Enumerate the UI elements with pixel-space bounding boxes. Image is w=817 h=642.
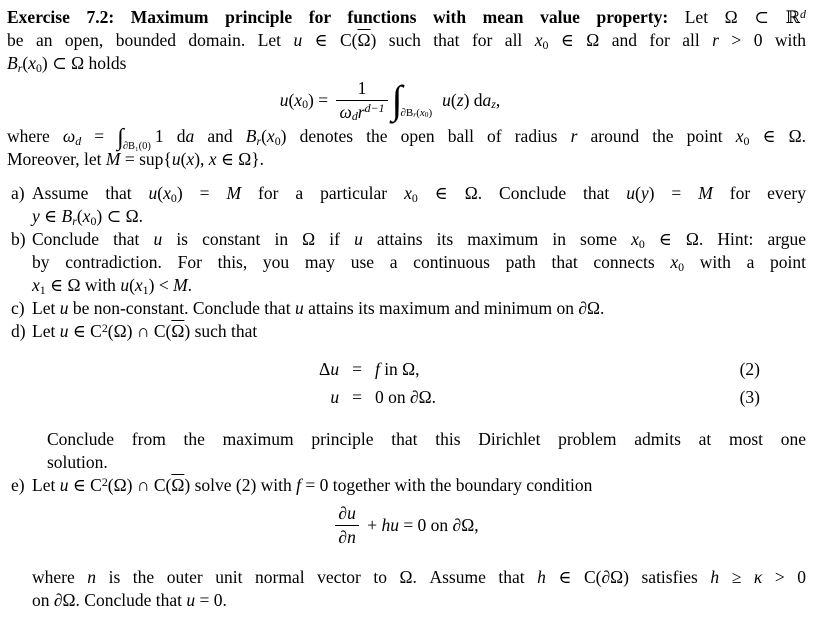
text-run: d−1 bbox=[364, 101, 385, 116]
text-run: Let bbox=[32, 321, 60, 341]
text-run: ( bbox=[180, 149, 187, 169]
text-run: ω bbox=[62, 126, 76, 146]
text-run: M bbox=[173, 275, 188, 295]
text-run: (Ω) ∩ C( bbox=[107, 475, 172, 495]
text-run: κ bbox=[753, 567, 763, 587]
text-run: ∈ C( bbox=[302, 30, 358, 50]
text-run: ( bbox=[129, 275, 135, 295]
text-run: $\overline{\Omega}$ bbox=[171, 475, 185, 495]
text-run: ∈ Ω. Hint: argue bbox=[644, 229, 806, 249]
equation-3-left bbox=[295, 383, 339, 411]
text-run: ω bbox=[339, 101, 352, 122]
text-run: r bbox=[17, 60, 23, 75]
text-run: u bbox=[186, 590, 196, 610]
text-run: Moreover, let bbox=[7, 149, 106, 169]
text-run: = sup{ bbox=[120, 149, 172, 169]
text-run: ( bbox=[22, 53, 29, 73]
normal-derivative-fraction bbox=[335, 503, 358, 548]
text-run: ( bbox=[76, 206, 83, 226]
item-a-line-1 bbox=[32, 182, 806, 205]
text-run: 0 on ∂Ω. bbox=[374, 387, 436, 407]
equation-3-right bbox=[375, 383, 505, 411]
text-run: attains its maximum in some bbox=[362, 229, 632, 249]
mean-value-formula bbox=[0, 75, 817, 125]
text-run: x bbox=[670, 252, 679, 272]
text-run: with a point bbox=[684, 252, 807, 272]
intro-paragraph bbox=[7, 6, 806, 75]
intro-line-3 bbox=[7, 52, 806, 75]
text-run: r bbox=[72, 213, 77, 228]
dirichlet-problem-equations bbox=[32, 355, 806, 411]
item-d-line-1 bbox=[32, 320, 806, 343]
text-run: ) denotes the open ball of radius bbox=[280, 126, 571, 146]
item-a-label: a) bbox=[11, 183, 25, 203]
text-run: d bbox=[800, 6, 806, 21]
text-run: on ∂Ω. Conclude that bbox=[32, 590, 187, 610]
text-run: Assume that bbox=[32, 183, 149, 203]
text-run: attains its maximum and minimum on ∂Ω. bbox=[303, 298, 605, 318]
text-run: for a particular bbox=[241, 183, 405, 203]
text-run: be non-constant. Conclude that bbox=[68, 298, 295, 318]
text-run: x bbox=[82, 206, 91, 226]
equation-2-relation: = bbox=[352, 359, 362, 379]
item-d bbox=[11, 320, 806, 474]
text-run: ∈ C bbox=[68, 321, 102, 341]
text-run: 0 bbox=[170, 190, 177, 205]
text-run: = 0 on ∂Ω, bbox=[398, 514, 479, 535]
item-a bbox=[11, 182, 806, 228]
equation-2-left bbox=[295, 355, 339, 383]
item-b-line-1 bbox=[32, 228, 806, 251]
text-run: hu bbox=[381, 514, 399, 535]
text-run: r bbox=[357, 101, 365, 122]
text-run: f bbox=[296, 475, 302, 495]
text-run: is constant in Ω if bbox=[162, 229, 355, 249]
text-run: 0 bbox=[424, 110, 429, 120]
text-run: ∈ Ω. Conclude that bbox=[417, 183, 627, 203]
text-run: ∂ bbox=[338, 526, 348, 547]
item-b-label: b) bbox=[11, 229, 26, 249]
text-run: Conclude that bbox=[32, 229, 154, 249]
text-run: be an open, bounded domain. Let bbox=[7, 30, 294, 50]
text-run: x bbox=[28, 53, 36, 73]
text-run: x bbox=[32, 275, 40, 295]
integral-sign: ∫ bbox=[391, 77, 403, 122]
text-run: z bbox=[456, 89, 464, 110]
text-run: , bbox=[495, 89, 501, 110]
text-run: M bbox=[226, 183, 242, 203]
text-run: u bbox=[171, 149, 181, 169]
text-run: Δ bbox=[319, 359, 331, 379]
equation-3-relation: = bbox=[352, 387, 362, 407]
text-run: 0 bbox=[274, 133, 281, 148]
text-run: 1 bbox=[142, 282, 149, 297]
text-run: ∂ bbox=[338, 502, 348, 523]
item-e-conclusion-line-1 bbox=[32, 566, 806, 589]
text-run: u bbox=[330, 359, 340, 379]
text-run: (Ω) ∩ C( bbox=[107, 321, 172, 341]
normal-derivative-numerator bbox=[335, 503, 358, 526]
text-run: ), bbox=[194, 149, 209, 169]
text-run: r bbox=[570, 126, 578, 146]
text-run: 0 bbox=[411, 190, 418, 205]
text-run: ∈ Ω}. bbox=[216, 149, 265, 169]
text-run: a bbox=[185, 126, 195, 146]
text-run: ) = bbox=[308, 89, 333, 110]
text-run: by contradiction. For this, you may use a continuous path that connects bbox=[32, 252, 671, 272]
text-run: u bbox=[293, 30, 303, 50]
text-run: ∈ bbox=[39, 206, 62, 226]
text-run: 2 bbox=[101, 474, 108, 489]
text-run: ∂B₁(0) bbox=[122, 141, 151, 152]
text-run: 2 bbox=[101, 320, 108, 335]
text-run: where bbox=[7, 126, 63, 146]
text-run: where bbox=[32, 567, 88, 587]
text-run: x bbox=[163, 183, 171, 203]
text-run: r bbox=[256, 133, 262, 148]
text-run: ) = bbox=[176, 183, 227, 203]
text-run: 0 bbox=[35, 60, 42, 75]
text-run: n bbox=[87, 567, 97, 587]
text-run: ) such that for all bbox=[370, 30, 535, 50]
text-run: r bbox=[413, 110, 417, 120]
text-run: x bbox=[735, 126, 744, 146]
text-run: d bbox=[351, 109, 358, 124]
text-run: ) = bbox=[648, 183, 699, 203]
text-run: ∈ Ω with bbox=[45, 275, 121, 295]
text-run: 1 bbox=[39, 282, 46, 297]
intro-line-1 bbox=[7, 6, 806, 29]
text-run: n bbox=[347, 526, 356, 547]
exercise-item-list bbox=[0, 182, 817, 612]
text-run: + bbox=[362, 514, 382, 535]
item-e-label: e) bbox=[11, 475, 25, 495]
text-run: ) solve (2) with bbox=[184, 475, 297, 495]
text-run: M bbox=[698, 183, 713, 203]
text-run: Let bbox=[32, 475, 60, 495]
text-run: ∈ C(∂Ω) satisfies bbox=[545, 567, 711, 587]
text-run: Let Ω ⊂ ℝ bbox=[684, 7, 801, 27]
where-omega-line bbox=[7, 125, 806, 152]
text-run: x bbox=[294, 89, 303, 110]
text-run: B bbox=[61, 206, 73, 226]
text-run: ( bbox=[416, 106, 420, 119]
item-d-conclusion-line-2 bbox=[47, 451, 806, 474]
text-run: u bbox=[148, 183, 158, 203]
text-run: u bbox=[120, 275, 130, 295]
item-e-conclusion-line-2 bbox=[32, 589, 806, 612]
text-run: x bbox=[186, 149, 195, 169]
text-run: 0 bbox=[638, 236, 645, 251]
text-run: u bbox=[59, 475, 69, 495]
formula-lhs bbox=[280, 89, 333, 112]
text-run: ( bbox=[288, 89, 295, 110]
equation-2-row bbox=[32, 355, 806, 383]
text-run: u bbox=[59, 298, 69, 318]
text-run: x bbox=[266, 126, 275, 146]
intro-line-2 bbox=[7, 29, 806, 52]
item-c-label: c) bbox=[11, 298, 25, 318]
text-run: 1 d bbox=[154, 126, 186, 146]
text-run: x bbox=[534, 30, 543, 50]
text-run: = 0. bbox=[195, 590, 227, 610]
text-run: for every bbox=[712, 183, 806, 203]
item-e-line-1 bbox=[32, 474, 806, 497]
text-run: x bbox=[404, 183, 412, 203]
equation-3-row bbox=[32, 383, 806, 411]
text-run: is the outer unit normal vector to Ω. Assume that bbox=[96, 567, 538, 587]
text-run: ( bbox=[261, 126, 267, 146]
text-run: ∂B bbox=[400, 106, 414, 119]
text-run: = 0 together with the boundary condition bbox=[301, 475, 593, 495]
text-run: $\overline{\Omega}$ bbox=[357, 30, 371, 50]
text-run: a bbox=[482, 89, 492, 110]
text-run: 0 bbox=[542, 37, 549, 52]
text-run: x bbox=[208, 149, 217, 169]
fraction-denominator bbox=[336, 101, 387, 123]
equation-2-right bbox=[375, 355, 505, 383]
text-run: . bbox=[187, 275, 193, 295]
text-run: > 0 bbox=[762, 567, 806, 587]
text-run: 0 bbox=[90, 213, 97, 228]
text-run: = bbox=[81, 126, 118, 146]
item-d-label: d) bbox=[11, 321, 26, 341]
text-run: ) bbox=[428, 106, 433, 119]
integral-subscript bbox=[401, 108, 433, 119]
text-run: Conclude from the maximum principle that this Dirichlet problem admits at most one bbox=[47, 429, 806, 449]
text-run: u bbox=[626, 183, 635, 203]
text-run: 0 bbox=[678, 259, 685, 274]
text-run: ( bbox=[635, 183, 641, 203]
text-run: ∈ Ω. bbox=[749, 126, 806, 146]
text-run: Exercise 7.2: Maximum principle for functions with mean value property: bbox=[7, 7, 685, 27]
text-run: u bbox=[330, 387, 340, 407]
text-run: $\overline{\Omega}$ bbox=[171, 321, 185, 341]
fraction bbox=[336, 78, 387, 123]
text-run: Let bbox=[32, 298, 60, 318]
text-run: u bbox=[294, 298, 304, 318]
item-b-line-2 bbox=[32, 251, 806, 274]
item-c-line-1 bbox=[32, 297, 806, 320]
text-run: ) ⊂ Ω holds bbox=[41, 53, 127, 73]
text-run: around the point bbox=[577, 126, 736, 146]
item-c bbox=[11, 297, 806, 320]
text-run: 0 bbox=[743, 133, 750, 148]
text-run: x bbox=[631, 229, 639, 249]
text-run: x bbox=[134, 275, 143, 295]
robin-boundary-condition-formula bbox=[32, 497, 806, 553]
text-run: x bbox=[419, 106, 425, 119]
normal-derivative-denominator bbox=[335, 526, 358, 548]
text-run: in Ω, bbox=[379, 359, 420, 379]
equation-3-number: (3) bbox=[739, 387, 760, 407]
text-run: d bbox=[75, 133, 82, 148]
boundary-formula-rhs bbox=[363, 514, 479, 537]
text-run: h bbox=[710, 567, 720, 587]
text-run: ( bbox=[450, 89, 457, 110]
equation-2-number: (2) bbox=[739, 359, 760, 379]
text-run: B bbox=[7, 53, 18, 73]
text-run: ) < bbox=[148, 275, 174, 295]
item-d-conclusion-line-1 bbox=[47, 428, 806, 451]
text-run: and bbox=[194, 126, 246, 146]
text-run: ≥ bbox=[719, 567, 754, 587]
text-run: y bbox=[640, 183, 649, 203]
text-run: u bbox=[442, 89, 451, 110]
text-run: f bbox=[374, 359, 380, 379]
text-run: > 0 with bbox=[718, 30, 806, 50]
text-run: solution. bbox=[47, 452, 108, 472]
item-b bbox=[11, 228, 807, 297]
text-run: M bbox=[105, 149, 121, 169]
item-e bbox=[11, 474, 806, 612]
text-run: u bbox=[354, 229, 363, 249]
text-run: u bbox=[279, 89, 289, 110]
text-run: y bbox=[32, 206, 40, 226]
text-run: ∈ C bbox=[68, 475, 102, 495]
text-run: ( bbox=[157, 183, 164, 203]
item-a-line-2 bbox=[32, 205, 806, 228]
after-formula-paragraph bbox=[7, 125, 806, 171]
text-run: ) d bbox=[463, 89, 483, 110]
text-run: B bbox=[245, 126, 257, 146]
text-run: z bbox=[491, 97, 496, 112]
text-run: 0 bbox=[302, 97, 309, 112]
text-run: ∈ Ω and for all bbox=[548, 30, 713, 50]
text-run: u bbox=[153, 229, 163, 249]
text-run: r bbox=[712, 30, 719, 50]
item-b-line-3 bbox=[32, 274, 806, 297]
text-run: u bbox=[347, 502, 356, 523]
text-run: ) ⊂ Ω. bbox=[96, 206, 144, 226]
text-run: ∫ bbox=[117, 125, 124, 151]
formula-rhs bbox=[442, 89, 500, 112]
text-run: 1 bbox=[357, 77, 367, 98]
fraction-numerator bbox=[336, 78, 387, 101]
text-run: h bbox=[537, 567, 546, 587]
text-run: u bbox=[59, 321, 69, 341]
text-run: ) such that bbox=[184, 321, 258, 341]
